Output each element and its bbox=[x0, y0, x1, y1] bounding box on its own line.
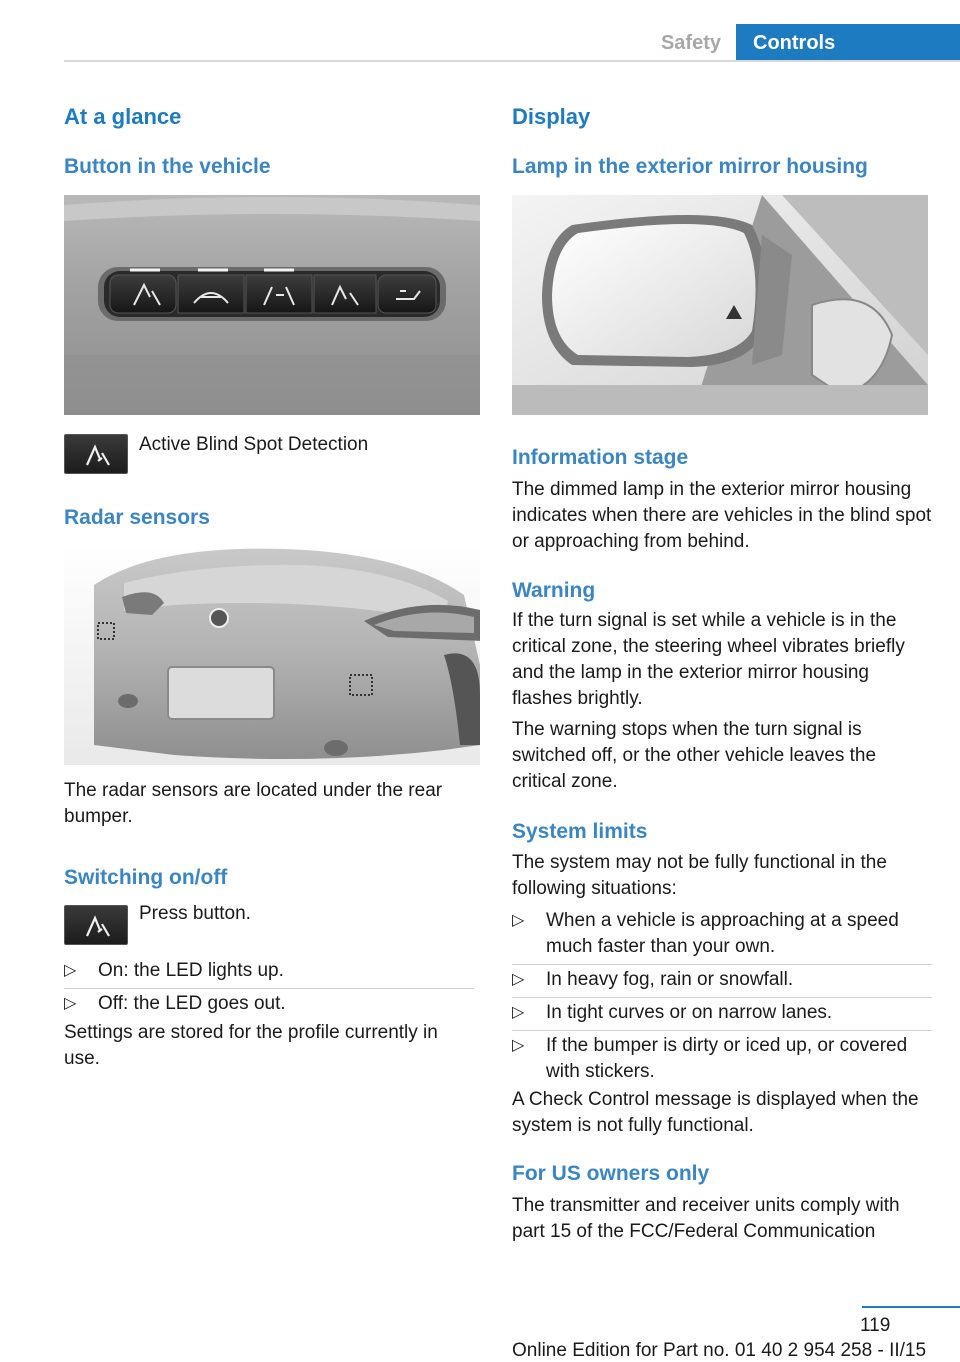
list-item-text: In tight curves or on narrow lanes. bbox=[546, 1002, 833, 1023]
list-item-text: On: the LED lights up. bbox=[98, 960, 284, 981]
tab-safety: Safety bbox=[660, 32, 721, 54]
list-item-text: When a vehicle is approaching at a speed much faster than your own. bbox=[546, 910, 899, 957]
footer-rule bbox=[862, 1306, 960, 1308]
check-control-text: A Check Control message is displayed when the system is not fully functional. bbox=[512, 1089, 919, 1136]
triangle-bullet-icon: ▷ bbox=[512, 1037, 525, 1054]
list-item bbox=[512, 1033, 932, 1085]
triangle-bullet-icon: ▷ bbox=[64, 995, 77, 1012]
mirror-image bbox=[512, 195, 928, 415]
press-button-text: Press button. bbox=[139, 903, 251, 924]
heading-system-limits: System limits bbox=[512, 820, 648, 843]
list-item bbox=[512, 908, 932, 960]
switch-list bbox=[64, 958, 474, 1024]
us-text: The transmitter and receiver units comply with part 15 of the FCC/Federal Communication bbox=[512, 1195, 900, 1242]
tab-controls: Controls bbox=[736, 24, 960, 62]
list-item-text: Off: the LED goes out. bbox=[98, 993, 286, 1014]
heading-warning: Warning bbox=[512, 579, 596, 602]
heading-lamp-mirror: Lamp in the exterior mirror housing bbox=[512, 155, 868, 178]
list-item-text: If the bumper is dirty or iced up, or covered with stickers. bbox=[546, 1035, 908, 1082]
triangle-bullet-icon: ▷ bbox=[512, 912, 525, 929]
blind-spot-button-icon bbox=[64, 434, 128, 474]
warning-text-2: The warning stops when the turn signal is switched off, or the other vehicle leaves the critical zone. bbox=[512, 719, 877, 792]
heading-display: Display bbox=[512, 104, 591, 129]
list-item bbox=[64, 958, 474, 984]
heading-us-owners: For US owners only bbox=[512, 1162, 710, 1185]
blind-spot-button-icon-2 bbox=[64, 905, 128, 945]
page-number: 119 bbox=[860, 1315, 891, 1336]
list-item bbox=[512, 1000, 932, 1026]
list-item-text: In heavy fog, rain or snowfall. bbox=[546, 969, 794, 990]
heading-button-in-vehicle: Button in the vehicle bbox=[64, 155, 271, 178]
header-rule bbox=[64, 60, 960, 62]
triangle-bullet-icon: ▷ bbox=[512, 1004, 525, 1021]
list-item bbox=[64, 991, 474, 1017]
settings-text: Settings are stored for the profile currently in use. bbox=[64, 1022, 438, 1069]
radar-text: The radar sensors are located under the rear bumper. bbox=[64, 780, 443, 827]
heading-at-a-glance: At a glance bbox=[64, 104, 182, 129]
limits-text: The system may not be fully functional in the following situations: bbox=[512, 852, 887, 899]
button-panel-image bbox=[64, 195, 480, 415]
edition-text: Online Edition for Part no. 01 40 2 954 258 - II/15 bbox=[512, 1340, 927, 1361]
limits-list bbox=[512, 908, 932, 1092]
heading-switching-on-off: Switching on/off bbox=[64, 866, 228, 889]
icon-caption: Active Blind Spot Detection bbox=[139, 434, 369, 455]
warning-text-1: If the turn signal is set while a vehicle is in the critical zone, the steering wheel vibrates briefly and the lamp in the exterior mirror housing flashes brightly. bbox=[512, 610, 905, 709]
information-text: The dimmed lamp in the exterior mirror housing indicates when there are vehicles in the blind spot or approaching from behind. bbox=[512, 479, 932, 552]
heading-radar-sensors: Radar sensors bbox=[64, 506, 210, 529]
triangle-bullet-icon: ▷ bbox=[64, 962, 77, 979]
radar-sensor-image bbox=[64, 545, 480, 765]
list-item bbox=[512, 967, 932, 993]
heading-information-stage: Information stage bbox=[512, 446, 689, 469]
triangle-bullet-icon: ▷ bbox=[512, 971, 525, 988]
